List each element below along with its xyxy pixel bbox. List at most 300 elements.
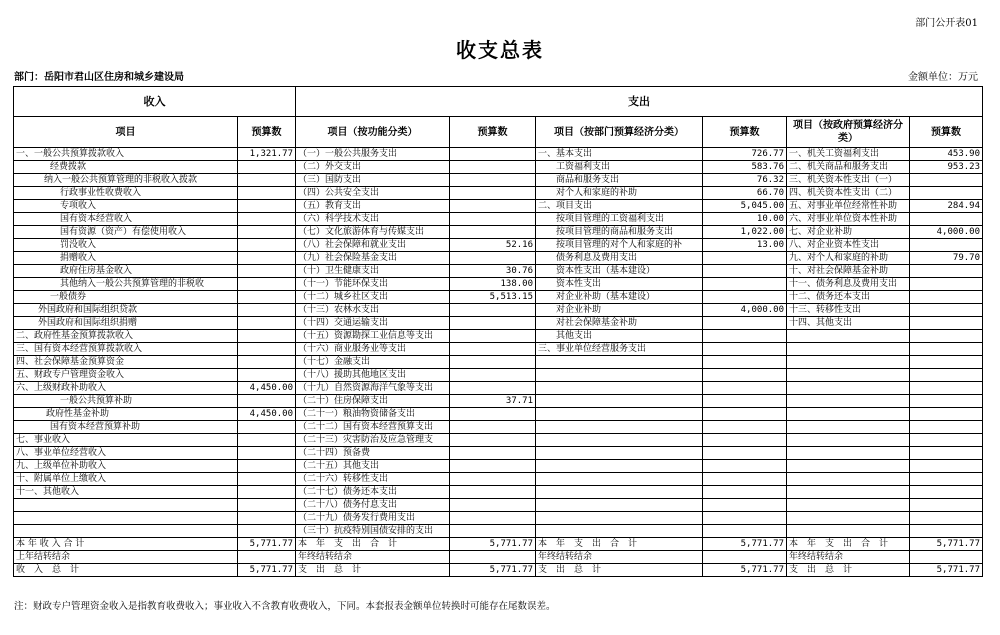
income-item-cell: 六、上级财政补助收入 bbox=[14, 382, 238, 395]
table-row bbox=[14, 161, 983, 174]
table-row bbox=[14, 538, 983, 551]
func-budget-cell: 5,513.15 bbox=[450, 291, 536, 304]
gov-econ-item-cell: 三、机关资本性支出（一） bbox=[787, 174, 910, 187]
dept-econ-item-cell: 商品和服务支出 bbox=[536, 174, 703, 187]
gov-econ-item-cell bbox=[787, 395, 910, 408]
gov-econ-budget-cell bbox=[910, 265, 983, 278]
table-row bbox=[14, 525, 983, 538]
func-budget-cell bbox=[450, 161, 536, 174]
table-row bbox=[14, 278, 983, 291]
table-row bbox=[14, 486, 983, 499]
gov-econ-budget-cell bbox=[910, 395, 983, 408]
income-item-cell: 二、政府性基金预算拨款收入 bbox=[14, 330, 238, 343]
func-budget-cell bbox=[450, 408, 536, 421]
func-budget-cell: 37.71 bbox=[450, 395, 536, 408]
func-item-cell: （十四）交通运输支出 bbox=[296, 317, 450, 330]
income-item-cell: 四、社会保障基金预算资金 bbox=[14, 356, 238, 369]
gov-econ-budget-cell bbox=[910, 317, 983, 330]
table-row bbox=[14, 304, 983, 317]
gov-econ-budget-cell bbox=[910, 304, 983, 317]
table-row bbox=[14, 174, 983, 187]
table-row bbox=[14, 356, 983, 369]
form-code: 部门公开表01 bbox=[915, 18, 978, 29]
section-header-row bbox=[14, 87, 983, 117]
gov-econ-budget-cell bbox=[910, 174, 983, 187]
dept-econ-budget-cell bbox=[703, 343, 787, 356]
income-budget-cell bbox=[238, 304, 296, 317]
gov-econ-item-cell bbox=[787, 486, 910, 499]
gov-econ-item-cell bbox=[787, 473, 910, 486]
func-budget-cell bbox=[450, 447, 536, 460]
func-item-cell: （三）国防支出 bbox=[296, 174, 450, 187]
gov-econ-budget-cell: 284.94 bbox=[910, 200, 983, 213]
func-item-cell: （十一）节能环保支出 bbox=[296, 278, 450, 291]
func-item-cell: （六）科学技术支出 bbox=[296, 213, 450, 226]
dept-econ-item-cell: 年终结转结余 bbox=[536, 551, 703, 564]
gov-econ-item-cell: 九、对个人和家庭的补助 bbox=[787, 252, 910, 265]
gov-econ-item-cell bbox=[787, 382, 910, 395]
gov-econ-budget-cell bbox=[910, 187, 983, 200]
func-budget-cell bbox=[450, 525, 536, 538]
income-budget-cell bbox=[238, 525, 296, 538]
dept-econ-item-cell bbox=[536, 473, 703, 486]
gov-econ-item-cell: 一、机关工资福利支出 bbox=[787, 148, 910, 161]
dept-econ-item-cell: 资本性支出（基本建设） bbox=[536, 265, 703, 278]
dept-econ-item-cell bbox=[536, 369, 703, 382]
func-budget-cell bbox=[450, 187, 536, 200]
department-label: 部门：岳阳市君山区住房和城乡建设局 bbox=[14, 72, 184, 83]
income-budget-cell bbox=[238, 447, 296, 460]
dept-econ-item-cell bbox=[536, 486, 703, 499]
gov-econ-item-cell bbox=[787, 525, 910, 538]
income-item-cell: 国有资本经营预算补助 bbox=[14, 421, 238, 434]
income-budget-cell: 4,450.00 bbox=[238, 382, 296, 395]
income-item-cell: 一般公共预算补助 bbox=[14, 395, 238, 408]
income-item-header: 项目 bbox=[14, 117, 238, 148]
income-budget-cell bbox=[238, 330, 296, 343]
table-row bbox=[14, 213, 983, 226]
gov-econ-budget-cell bbox=[910, 382, 983, 395]
gov-econ-item-cell bbox=[787, 330, 910, 343]
func-budget-cell bbox=[450, 356, 536, 369]
dept-econ-budget-cell bbox=[703, 525, 787, 538]
gov-econ-budget-cell bbox=[910, 460, 983, 473]
func-item-cell: （十三）农林水支出 bbox=[296, 304, 450, 317]
income-budget-cell bbox=[238, 369, 296, 382]
func-budget-cell bbox=[450, 486, 536, 499]
dept-econ-item-cell: 二、项目支出 bbox=[536, 200, 703, 213]
func-item-cell: （二十一）粮油物资储备支出 bbox=[296, 408, 450, 421]
table-row bbox=[14, 200, 983, 213]
dept-econ-budget-cell: 1,022.00 bbox=[703, 226, 787, 239]
income-item-cell: 五、财政专户管理资金收入 bbox=[14, 369, 238, 382]
dept-econ-item-cell: 对企业补助（基本建设） bbox=[536, 291, 703, 304]
dept-econ-budget-cell: 726.77 bbox=[703, 148, 787, 161]
income-item-cell: 经费拨款 bbox=[14, 161, 238, 174]
income-header: 收入 bbox=[14, 87, 296, 117]
table-row bbox=[14, 317, 983, 330]
gov-econ-item-cell: 六、对事业单位资本性补助 bbox=[787, 213, 910, 226]
table-row bbox=[14, 187, 983, 200]
income-item-cell: 罚没收入 bbox=[14, 239, 238, 252]
func-budget-cell bbox=[450, 304, 536, 317]
income-item-cell: 十、附属单位上缴收入 bbox=[14, 473, 238, 486]
dept-econ-item-cell bbox=[536, 434, 703, 447]
gov-econ-item-cell: 十二、债务还本支出 bbox=[787, 291, 910, 304]
gov-econ-budget-cell: 79.70 bbox=[910, 252, 983, 265]
dept-econ-budget-cell: 66.70 bbox=[703, 187, 787, 200]
func-item-cell: （五）教育支出 bbox=[296, 200, 450, 213]
gov-econ-item-cell bbox=[787, 512, 910, 525]
func-budget-cell bbox=[450, 512, 536, 525]
gov-econ-item-cell: 二、机关商品和服务支出 bbox=[787, 161, 910, 174]
dept-econ-budget-cell: 5,771.77 bbox=[703, 538, 787, 551]
gov-econ-item-cell: 七、对企业补助 bbox=[787, 226, 910, 239]
table-row bbox=[14, 291, 983, 304]
dept-econ-item-header: 项目（按部门预算经济分类） bbox=[536, 117, 703, 148]
budget-summary-table bbox=[13, 86, 983, 577]
func-item-cell: （四）公共安全支出 bbox=[296, 187, 450, 200]
dept-econ-budget-cell bbox=[703, 265, 787, 278]
dept-econ-item-cell: 本 年 支 出 合 计 bbox=[536, 538, 703, 551]
func-item-cell: 本 年 支 出 合 计 bbox=[296, 538, 450, 551]
income-budget-cell bbox=[238, 252, 296, 265]
dept-econ-item-cell: 工资福利支出 bbox=[536, 161, 703, 174]
gov-econ-item-cell: 四、机关资本性支出（二） bbox=[787, 187, 910, 200]
page-title: 收支总表 bbox=[456, 38, 544, 62]
func-item-cell: （二十八）债务付息支出 bbox=[296, 499, 450, 512]
income-item-cell bbox=[14, 512, 238, 525]
func-item-header: 项目（按功能分类） bbox=[296, 117, 450, 148]
table-row bbox=[14, 343, 983, 356]
income-budget-cell bbox=[238, 460, 296, 473]
dept-econ-budget-cell bbox=[703, 356, 787, 369]
gov-econ-budget-cell bbox=[910, 525, 983, 538]
table-row bbox=[14, 499, 983, 512]
gov-econ-budget-cell bbox=[910, 343, 983, 356]
dept-econ-item-cell bbox=[536, 408, 703, 421]
table-row bbox=[14, 226, 983, 239]
dept-econ-item-cell: 资本性支出 bbox=[536, 278, 703, 291]
table-row bbox=[14, 369, 983, 382]
dept-econ-budget-cell bbox=[703, 460, 787, 473]
func-item-cell: （二十三）灾害防治及应急管理支 bbox=[296, 434, 450, 447]
gov-econ-budget-cell bbox=[910, 408, 983, 421]
gov-econ-item-cell bbox=[787, 343, 910, 356]
func-item-cell: （二十）住房保障支出 bbox=[296, 395, 450, 408]
func-budget-cell bbox=[450, 460, 536, 473]
func-budget-cell: 52.16 bbox=[450, 239, 536, 252]
income-budget-cell: 1,321.77 bbox=[238, 148, 296, 161]
table-row bbox=[14, 473, 983, 486]
gov-econ-budget-cell: 4,000.00 bbox=[910, 226, 983, 239]
income-budget-cell bbox=[238, 473, 296, 486]
income-item-cell: 政府性基金补助 bbox=[14, 408, 238, 421]
income-budget-cell bbox=[238, 161, 296, 174]
income-item-cell: 收 入 总 计 bbox=[14, 564, 238, 577]
table-row bbox=[14, 512, 983, 525]
expense-header: 支出 bbox=[296, 87, 983, 117]
gov-econ-budget-cell bbox=[910, 239, 983, 252]
func-item-cell: 支 出 总 计 bbox=[296, 564, 450, 577]
income-item-cell: 十一、其他收入 bbox=[14, 486, 238, 499]
dept-econ-budget-cell bbox=[703, 447, 787, 460]
dept-econ-budget-header: 预算数 bbox=[703, 117, 787, 148]
income-item-cell: 上年结转结余 bbox=[14, 551, 238, 564]
dept-econ-item-cell: 支 出 总 计 bbox=[536, 564, 703, 577]
table-row bbox=[14, 265, 983, 278]
table-row bbox=[14, 421, 983, 434]
income-budget-cell bbox=[238, 499, 296, 512]
income-item-cell bbox=[14, 499, 238, 512]
dept-econ-item-cell: 对企业补助 bbox=[536, 304, 703, 317]
func-item-cell: （一）一般公共服务支出 bbox=[296, 148, 450, 161]
column-header-row bbox=[14, 117, 983, 148]
func-item-cell: （十五）资源勘探工业信息等支出 bbox=[296, 330, 450, 343]
dept-econ-item-cell: 按项目管理的商品和服务支出 bbox=[536, 226, 703, 239]
func-budget-cell: 30.76 bbox=[450, 265, 536, 278]
func-budget-cell bbox=[450, 369, 536, 382]
income-budget-cell bbox=[238, 512, 296, 525]
func-item-cell: （十九）自然资源海洋气象等支出 bbox=[296, 382, 450, 395]
gov-econ-budget-cell bbox=[910, 434, 983, 447]
unit-label: 金额单位：万元 bbox=[908, 72, 978, 83]
func-budget-cell bbox=[450, 421, 536, 434]
dept-econ-budget-cell bbox=[703, 382, 787, 395]
func-item-cell: （三十）抗疫特别国债安排的支出 bbox=[296, 525, 450, 538]
dept-econ-budget-cell bbox=[703, 330, 787, 343]
income-budget-cell bbox=[238, 434, 296, 447]
table-row bbox=[14, 408, 983, 421]
gov-econ-item-cell: 十一、债务利息及费用支出 bbox=[787, 278, 910, 291]
income-budget-cell bbox=[238, 291, 296, 304]
func-budget-header: 预算数 bbox=[450, 117, 536, 148]
table-row bbox=[14, 395, 983, 408]
func-budget-cell bbox=[450, 473, 536, 486]
dept-econ-budget-cell bbox=[703, 252, 787, 265]
func-budget-cell: 5,771.77 bbox=[450, 564, 536, 577]
func-budget-cell bbox=[450, 226, 536, 239]
gov-econ-item-cell: 十四、其他支出 bbox=[787, 317, 910, 330]
income-item-cell: 本 年 收 入 合 计 bbox=[14, 538, 238, 551]
income-item-cell: 外国政府和国际组织贷款 bbox=[14, 304, 238, 317]
income-budget-cell bbox=[238, 395, 296, 408]
income-item-cell: 纳入一般公共预算管理的非税收入拨款 bbox=[14, 174, 238, 187]
dept-econ-budget-cell bbox=[703, 499, 787, 512]
func-item-cell: （十七）金融支出 bbox=[296, 356, 450, 369]
income-budget-cell bbox=[238, 226, 296, 239]
dept-econ-item-cell: 债务利息及费用支出 bbox=[536, 252, 703, 265]
func-budget-cell bbox=[450, 382, 536, 395]
table-row bbox=[14, 460, 983, 473]
func-budget-cell bbox=[450, 499, 536, 512]
dept-econ-budget-cell: 76.32 bbox=[703, 174, 787, 187]
func-budget-cell bbox=[450, 434, 536, 447]
dept-econ-budget-cell bbox=[703, 291, 787, 304]
gov-econ-item-cell: 十三、转移性支出 bbox=[787, 304, 910, 317]
dept-econ-budget-cell bbox=[703, 473, 787, 486]
dept-econ-item-cell bbox=[536, 525, 703, 538]
income-budget-cell bbox=[238, 239, 296, 252]
gov-econ-item-cell: 八、对企业资本性支出 bbox=[787, 239, 910, 252]
dept-econ-budget-cell: 10.00 bbox=[703, 213, 787, 226]
income-budget-cell: 4,450.00 bbox=[238, 408, 296, 421]
func-item-cell: （二十五）其他支出 bbox=[296, 460, 450, 473]
gov-econ-item-cell: 支 出 总 计 bbox=[787, 564, 910, 577]
gov-econ-budget-cell bbox=[910, 486, 983, 499]
table-row bbox=[14, 239, 983, 252]
func-item-cell: （二十六）转移性支出 bbox=[296, 473, 450, 486]
table-row bbox=[14, 252, 983, 265]
income-budget-cell bbox=[238, 317, 296, 330]
func-item-cell: （二十二）国有资本经营预算支出 bbox=[296, 421, 450, 434]
income-item-cell bbox=[14, 525, 238, 538]
income-budget-cell bbox=[238, 421, 296, 434]
income-item-cell: 一、一般公共预算拨款收入 bbox=[14, 148, 238, 161]
func-item-cell: （二十七）债务还本支出 bbox=[296, 486, 450, 499]
func-item-cell: （二十九）债务发行费用支出 bbox=[296, 512, 450, 525]
dept-econ-budget-cell: 583.76 bbox=[703, 161, 787, 174]
gov-econ-budget-cell bbox=[910, 291, 983, 304]
income-item-cell: 外国政府和国际组织捐赠 bbox=[14, 317, 238, 330]
income-budget-cell bbox=[238, 174, 296, 187]
func-budget-cell: 5,771.77 bbox=[450, 538, 536, 551]
gov-econ-budget-cell bbox=[910, 551, 983, 564]
gov-econ-item-cell: 五、对事业单位经常性补助 bbox=[787, 200, 910, 213]
func-item-cell: 年终结转结余 bbox=[296, 551, 450, 564]
gov-econ-item-cell bbox=[787, 421, 910, 434]
dept-econ-item-cell bbox=[536, 421, 703, 434]
gov-econ-budget-cell bbox=[910, 421, 983, 434]
income-item-cell: 政府住房基金收入 bbox=[14, 265, 238, 278]
gov-econ-budget-cell bbox=[910, 369, 983, 382]
income-item-cell: 捐赠收入 bbox=[14, 252, 238, 265]
dept-econ-budget-cell: 4,000.00 bbox=[703, 304, 787, 317]
dept-econ-budget-cell bbox=[703, 421, 787, 434]
func-item-cell: （十）卫生健康支出 bbox=[296, 265, 450, 278]
func-item-cell: （十八）援助其他地区支出 bbox=[296, 369, 450, 382]
gov-econ-item-cell bbox=[787, 369, 910, 382]
table-row bbox=[14, 434, 983, 447]
table-row bbox=[14, 551, 983, 564]
dept-econ-item-cell bbox=[536, 447, 703, 460]
func-item-cell: （八）社会保障和就业支出 bbox=[296, 239, 450, 252]
table-row bbox=[14, 447, 983, 460]
gov-econ-budget-cell bbox=[910, 213, 983, 226]
income-item-cell: 九、上级单位补助收入 bbox=[14, 460, 238, 473]
func-budget-cell bbox=[450, 174, 536, 187]
dept-econ-budget-cell bbox=[703, 486, 787, 499]
gov-econ-item-cell bbox=[787, 447, 910, 460]
func-budget-cell bbox=[450, 252, 536, 265]
dept-econ-item-cell bbox=[536, 460, 703, 473]
gov-econ-budget-header: 预算数 bbox=[910, 117, 983, 148]
income-item-cell: 专项收入 bbox=[14, 200, 238, 213]
dept-econ-budget-cell bbox=[703, 369, 787, 382]
dept-econ-item-cell bbox=[536, 356, 703, 369]
dept-econ-budget-cell bbox=[703, 278, 787, 291]
dept-econ-item-cell: 按项目管理的对个人和家庭的补 bbox=[536, 239, 703, 252]
dept-econ-budget-cell bbox=[703, 512, 787, 525]
income-budget-cell bbox=[238, 343, 296, 356]
dept-econ-budget-cell bbox=[703, 408, 787, 421]
dept-econ-budget-cell bbox=[703, 317, 787, 330]
income-item-cell: 国有资本经营收入 bbox=[14, 213, 238, 226]
gov-econ-budget-cell: 5,771.77 bbox=[910, 564, 983, 577]
func-budget-cell bbox=[450, 551, 536, 564]
income-budget-cell: 5,771.77 bbox=[238, 538, 296, 551]
func-budget-cell bbox=[450, 148, 536, 161]
gov-econ-budget-cell bbox=[910, 499, 983, 512]
gov-econ-budget-cell bbox=[910, 473, 983, 486]
dept-econ-item-cell bbox=[536, 499, 703, 512]
dept-econ-item-cell bbox=[536, 382, 703, 395]
gov-econ-budget-cell bbox=[910, 330, 983, 343]
gov-econ-item-cell bbox=[787, 460, 910, 473]
dept-econ-item-cell: 一、基本支出 bbox=[536, 148, 703, 161]
income-budget-cell bbox=[238, 200, 296, 213]
gov-econ-item-cell bbox=[787, 499, 910, 512]
income-budget-cell: 5,771.77 bbox=[238, 564, 296, 577]
gov-econ-budget-cell bbox=[910, 512, 983, 525]
func-item-cell: （十二）城乡社区支出 bbox=[296, 291, 450, 304]
income-budget-cell bbox=[238, 551, 296, 564]
func-budget-cell bbox=[450, 343, 536, 356]
dept-econ-budget-cell bbox=[703, 395, 787, 408]
func-item-cell: （二）外交支出 bbox=[296, 161, 450, 174]
table-row bbox=[14, 148, 983, 161]
income-item-cell: 七、事业收入 bbox=[14, 434, 238, 447]
func-budget-cell bbox=[450, 317, 536, 330]
func-budget-cell bbox=[450, 213, 536, 226]
income-budget-cell bbox=[238, 265, 296, 278]
income-item-cell: 三、国有资本经营预算拨款收入 bbox=[14, 343, 238, 356]
gov-econ-item-cell bbox=[787, 356, 910, 369]
dept-econ-budget-cell: 5,045.00 bbox=[703, 200, 787, 213]
gov-econ-budget-cell: 953.23 bbox=[910, 161, 983, 174]
dept-econ-budget-cell: 13.00 bbox=[703, 239, 787, 252]
dept-econ-budget-cell bbox=[703, 551, 787, 564]
income-budget-cell bbox=[238, 213, 296, 226]
table-row bbox=[14, 382, 983, 395]
func-item-cell: （十六）商业服务业等支出 bbox=[296, 343, 450, 356]
gov-econ-budget-cell bbox=[910, 447, 983, 460]
income-budget-cell bbox=[238, 486, 296, 499]
income-item-cell: 行政事业性收费收入 bbox=[14, 187, 238, 200]
func-budget-cell bbox=[450, 200, 536, 213]
func-budget-cell: 138.00 bbox=[450, 278, 536, 291]
income-budget-cell bbox=[238, 278, 296, 291]
table-row bbox=[14, 330, 983, 343]
income-budget-cell bbox=[238, 187, 296, 200]
gov-econ-budget-cell bbox=[910, 278, 983, 291]
dept-econ-item-cell bbox=[536, 512, 703, 525]
dept-econ-item-cell bbox=[536, 395, 703, 408]
gov-econ-budget-cell: 453.90 bbox=[910, 148, 983, 161]
gov-econ-budget-cell: 5,771.77 bbox=[910, 538, 983, 551]
footnote: 注：财政专户管理资金收入是指教育收费收入；事业收入不含教育收费收入，下同。本套报表金额单位转换时可能存在尾数误差。 bbox=[14, 601, 556, 612]
gov-econ-item-cell bbox=[787, 408, 910, 421]
dept-econ-item-cell: 对个人和家庭的补助 bbox=[536, 187, 703, 200]
gov-econ-budget-cell bbox=[910, 356, 983, 369]
gov-econ-item-header: 项目（按政府预算经济分类） bbox=[787, 117, 910, 148]
dept-econ-item-cell: 对社会保障基金补助 bbox=[536, 317, 703, 330]
table-row bbox=[14, 564, 983, 577]
income-item-cell: 其他纳入一般公共预算管理的非税收 bbox=[14, 278, 238, 291]
func-item-cell: （九）社会保险基金支出 bbox=[296, 252, 450, 265]
dept-econ-budget-cell bbox=[703, 434, 787, 447]
income-item-cell: 一般债券 bbox=[14, 291, 238, 304]
